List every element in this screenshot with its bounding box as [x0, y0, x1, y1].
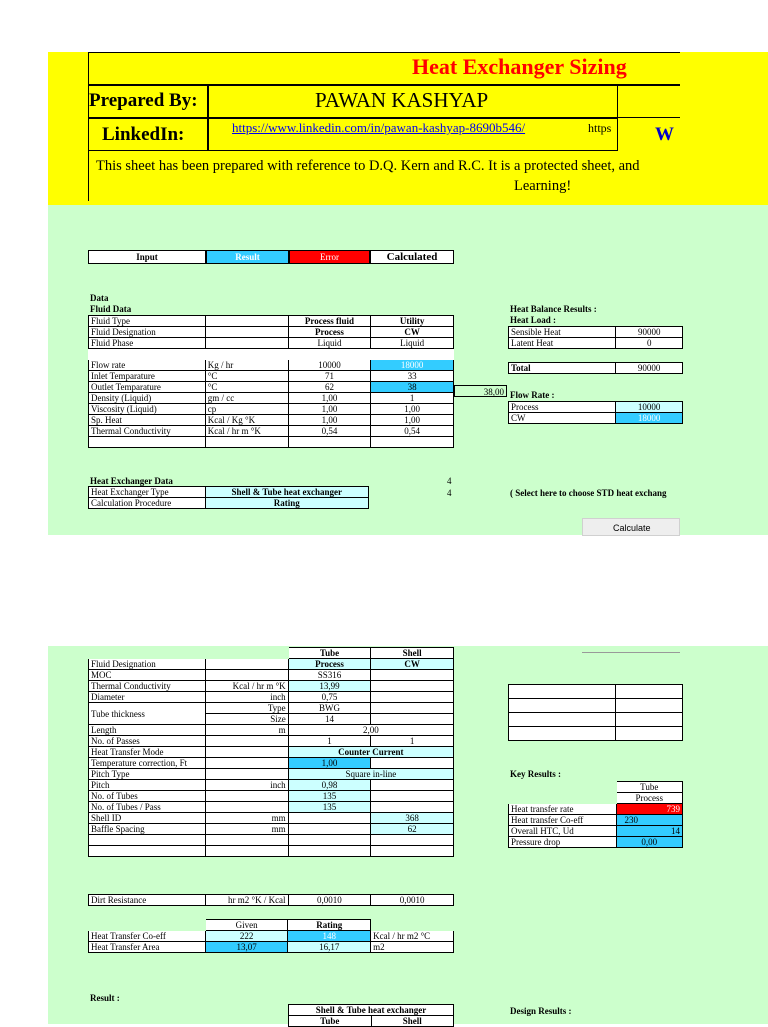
table-row-blank	[89, 349, 454, 360]
table-row: CW 18000	[509, 413, 683, 424]
hx-data-table	[88, 486, 369, 509]
table-row: Thermal Conductivity Kcal / hr m °K 13,99	[89, 681, 454, 692]
table-row: Outlet Temparature °C 62 38	[89, 382, 454, 393]
legend-calculated: Calculated	[370, 250, 454, 264]
calc-procedure-select[interactable]: Rating	[205, 498, 368, 509]
fluid-data-table	[88, 315, 454, 448]
table-row: Heat Transfer Co-eff 222 148 Kcal / hr m2 °C	[89, 931, 454, 942]
table-row: Heat Exchanger Type Shell & Tube heat exchanger	[89, 487, 369, 498]
legend-result: Result	[206, 250, 289, 264]
table-row: Diameter inch 0,75	[89, 692, 454, 703]
key-tube-header: Tube	[616, 782, 682, 793]
table-row: Thermal Conductivity Kcal / hr m °K 0,54 0,54	[89, 426, 454, 437]
table-row: Size 14	[89, 714, 454, 725]
right-empty-grid	[508, 684, 683, 741]
heat-load-label: Heat Load :	[510, 315, 556, 325]
geometry-table	[88, 647, 454, 857]
table-row: Viscosity (Liquid) cp 1,00 1,00	[89, 404, 454, 415]
table-row: Heat transfer rate 739	[509, 804, 683, 815]
table-row: Tube thickness Type BWG	[89, 703, 454, 714]
table-row: Dirt Resistance hr m2 °K / Kcal 0,0010 0,0010	[89, 895, 454, 906]
linkedin-link[interactable]: https://www.linkedin.com/in/pawan-kashyap-8690b546/	[232, 120, 526, 135]
table-row: Tube Shell	[289, 1016, 454, 1027]
side-number-1: 4	[447, 476, 452, 486]
key-process-header: Process	[616, 793, 682, 804]
outlet-extra-value: 38,00	[483, 387, 504, 397]
table-row: Fluid Designation Process CW	[89, 327, 454, 338]
heat-balance-title: Heat Balance Results :	[510, 304, 597, 314]
heat-total-table	[508, 362, 683, 374]
row-label: Fluid Type	[89, 316, 206, 327]
table-row: Length m 2,00	[89, 725, 454, 736]
table-row	[509, 782, 683, 793]
key-results-table	[508, 781, 683, 848]
heat-load-table	[508, 326, 683, 349]
table-row: Process 10000	[509, 402, 683, 413]
linkedin-label: LinkedIn:	[102, 124, 185, 145]
note-line-2: Learning!	[514, 178, 572, 194]
hx-data-title: Heat Exchanger Data	[90, 476, 173, 486]
side-number-2: 4	[447, 488, 452, 498]
prepared-by-label: Prepared By:	[89, 90, 198, 111]
legend-input: Input	[88, 250, 206, 264]
result-label: Result :	[90, 993, 120, 1003]
tube-header: Tube	[288, 648, 371, 659]
table-row	[89, 648, 454, 659]
data-label: Data	[90, 293, 109, 303]
table-row: Sensible Heat 90000	[509, 327, 683, 338]
hx-type-select[interactable]: Shell & Tube heat exchanger	[205, 487, 368, 498]
table-row: Temperature correction, Ft 1,00	[89, 758, 454, 769]
pitch-type-select[interactable]: Square in-line	[288, 769, 453, 780]
utility-header: Utility	[371, 316, 454, 327]
design-results-label: Design Results :	[510, 1006, 572, 1016]
linkedin-link-2[interactable]: https	[588, 121, 612, 135]
table-row: Given Rating	[89, 920, 454, 931]
table-row: Heat transfer Co-eff 230	[509, 815, 683, 826]
legend-error: Error	[289, 250, 370, 264]
heat-transfer-mode-select[interactable]: Counter Current	[288, 747, 453, 758]
table-row: No. of Passes 1 1	[89, 736, 454, 747]
key-results-title: Key Results :	[510, 769, 561, 779]
table-row: Density (Liquid) gm / cc 1,00 1	[89, 393, 454, 404]
flow-rate-table	[508, 401, 683, 424]
calculate-button-label: Calculate	[613, 523, 651, 533]
table-row: Shell & Tube heat exchanger	[289, 1005, 454, 1016]
table-row: Heat Transfer Area 13,07 16,17 m2	[89, 942, 454, 953]
table-row: Heat Transfer Mode Counter Current	[89, 747, 454, 758]
process-header: Process fluid	[288, 316, 371, 327]
table-row: MOC SS316	[89, 670, 454, 681]
prepared-by-name: PAWAN KASHYAP	[315, 88, 489, 112]
table-row	[89, 316, 454, 327]
table-row: Pressure drop 0,00	[509, 837, 683, 848]
flow-rate-label: Flow Rate :	[510, 390, 555, 400]
table-row: Pitch Type Square in-line	[89, 769, 454, 780]
table-row: No. of Tubes 135	[89, 791, 454, 802]
table-row: Flow rate Kg / hr 10000 18000	[89, 360, 454, 371]
lower-right-line	[582, 652, 680, 653]
table-row: Inlet Temparature °C 71 33	[89, 371, 454, 382]
table-row: Latent Heat 0	[509, 338, 683, 349]
table-row: Baffle Spacing mm 62	[89, 824, 454, 835]
shell-header: Shell	[371, 648, 454, 659]
fluid-data-label: Fluid Data	[90, 304, 132, 314]
table-row: Sp. Heat Kcal / Kg °K 1,00 1,00	[89, 415, 454, 426]
table-row: Fluid Phase Liquid Liquid	[89, 338, 454, 349]
page-title: Heat Exchanger Sizing	[412, 54, 627, 79]
header-right-cell	[618, 85, 680, 118]
table-row	[89, 835, 454, 846]
calculate-button[interactable]	[582, 518, 680, 536]
table-row: Pitch inch 0,98	[89, 780, 454, 791]
table-row: Shell ID mm 368	[89, 813, 454, 824]
table-row	[509, 793, 683, 804]
table-row: Total 90000	[509, 363, 683, 374]
table-row: No. of Tubes / Pass 135	[89, 802, 454, 813]
table-row: Fluid Designation Process CW	[89, 659, 454, 670]
table-row: Calculation Procedure Rating	[89, 498, 369, 509]
note-line-1: This sheet has been prepared with reference to D.Q. Kern and R.C. It is a protected sheet, and	[96, 158, 640, 174]
table-row: Overall HTC, Ud 14	[509, 826, 683, 837]
table-row	[89, 846, 454, 857]
given-rating-table	[88, 919, 454, 953]
website-link-partial[interactable]: W	[655, 124, 674, 145]
select-note: ( Select here to choose STD heat exchang	[510, 488, 667, 498]
dirt-resistance-table	[88, 894, 454, 906]
table-row	[89, 437, 454, 448]
